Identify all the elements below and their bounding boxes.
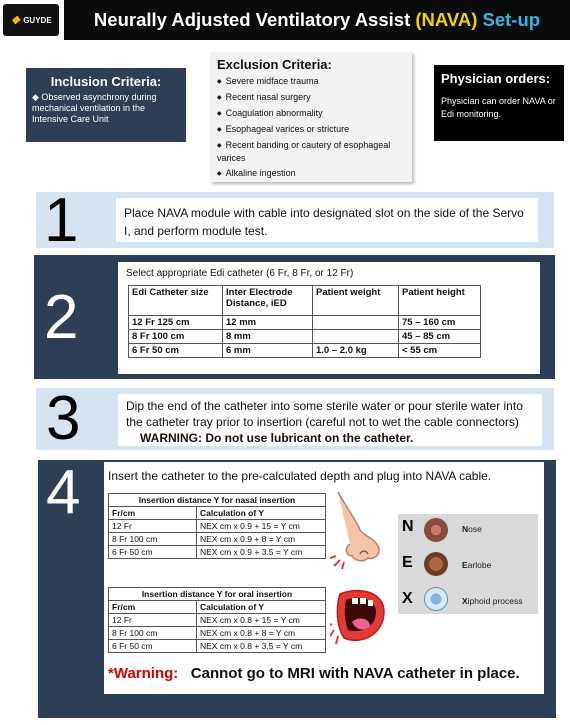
table-cell: < 55 cm — [399, 344, 481, 358]
table-caption: Insertion distance Y for nasal insertion — [109, 494, 326, 507]
edi-catheter-table — [128, 285, 481, 358]
table-cell: NEX cm x 0.9 + 15 = Y cm — [197, 520, 326, 533]
step-4-lead: Insert the catheter to the pre-calculated depth and plug into NAVA cable. — [108, 469, 492, 483]
oral-insertion-table — [108, 587, 326, 653]
nex-label: Earlobe — [462, 560, 492, 570]
table-caption-row — [109, 588, 326, 601]
logo-mark-icon: ❖ — [10, 14, 21, 27]
table-row — [129, 316, 481, 330]
table-cell: 6 Fr 50 cm — [109, 546, 197, 559]
mouth-illustration-icon — [330, 586, 388, 652]
table-cell: 6 Fr 50 cm — [109, 640, 197, 653]
nex-label: Xiphoid process — [462, 596, 523, 606]
table-cell: 8 mm — [223, 330, 313, 344]
table-cell: NEX cm x 0.8 + 3.5 = Y cm — [197, 640, 326, 653]
inclusion-criteria-box — [26, 68, 186, 142]
exclusion-item: ◆ Esophageal varices or stricture — [217, 123, 405, 136]
title-main: Neurally Adjusted Ventilatory Assist — [93, 9, 416, 30]
table-cell — [313, 330, 399, 344]
column-header: Fr/cm — [109, 507, 197, 520]
exclusion-item: ◆ Severe midface trauma — [217, 75, 405, 88]
physician-orders-box — [434, 65, 564, 141]
nex-letter: X — [402, 590, 413, 607]
nex-letter: N — [402, 518, 414, 535]
exclusion-title: Exclusion Criteria: — [217, 57, 332, 72]
table-header-row — [109, 601, 326, 614]
step-3-text: Dip the end of the catheter into some sterile water or pour sterile water into the catheter tray prior to insertion (careful not to wet the cable connectors) — [126, 399, 523, 429]
step-1-text: Place NAVA module with cable into designated slot on the side of the Servo I, and perform module test. — [116, 198, 538, 242]
title-highlight: (NAVA) — [415, 9, 478, 30]
title-tail: Set-up — [477, 9, 541, 30]
inclusion-title: Inclusion Criteria: — [50, 74, 162, 89]
exclusion-item: ◆ Coagulation abnormality — [217, 107, 405, 120]
column-header: Patient weight — [313, 286, 399, 316]
table-row — [129, 344, 481, 358]
table-caption: Insertion distance Y for oral insertion — [109, 588, 326, 601]
exclusion-item: ◆ Alkaline ingestion — [217, 167, 405, 180]
earlobe-photo-icon — [424, 552, 448, 576]
table-cell: 6 mm — [223, 344, 313, 358]
table-cell: 12 Fr — [109, 614, 197, 627]
exclusion-item: ◆ Recent banding or cautery of esophageal varices — [217, 139, 405, 164]
table-cell: 8 Fr 100 cm — [109, 533, 197, 546]
column-header: Inter Electrode Distance, iED — [223, 286, 313, 316]
physician-text: Physician can order NAVA or Edi monitoring. — [441, 96, 556, 119]
table-cell: 8 Fr 100 cm — [129, 330, 223, 344]
table-cell: 45 – 85 cm — [399, 330, 481, 344]
exclusion-criteria-box — [210, 52, 412, 182]
table-row — [129, 330, 481, 344]
nose-illustration-icon — [330, 490, 386, 570]
table-cell: 8 Fr 100 cm — [109, 627, 197, 640]
table-cell: NEX cm x 0.8 + 15 = Y cm — [197, 614, 326, 627]
nex-label: Nose — [462, 524, 482, 534]
table-row — [109, 546, 326, 559]
step-2-lead: Select appropriate Edi catheter (6 Fr, 8 Fr, or 12 Fr) — [126, 268, 354, 279]
mri-warning — [108, 665, 520, 682]
nex-letter: E — [402, 554, 413, 571]
table-cell: 12 mm — [223, 316, 313, 330]
xiphoid-photo-icon — [424, 587, 448, 611]
step-2-content — [118, 262, 540, 374]
table-header-row — [109, 507, 326, 520]
table-header-row — [129, 286, 481, 316]
column-header: Patient height — [399, 286, 481, 316]
column-header: Edi Catheter size — [129, 286, 223, 316]
nose-photo-icon — [424, 518, 448, 542]
table-cell: 1.0 – 2.0 kg — [313, 344, 399, 358]
exclusion-item: ◆ Recent nasal surgery — [217, 91, 405, 104]
table-row — [109, 627, 326, 640]
column-header: Calculation of Y — [197, 507, 326, 520]
step-3-content — [118, 394, 542, 446]
table-caption-row — [109, 494, 326, 507]
step-4-number: 4 — [46, 458, 81, 527]
table-cell: 12 Fr 125 cm — [129, 316, 223, 330]
step-3-warning: WARNING: Do not use lubricant on the catheter. — [140, 431, 414, 445]
logo-text: GUYDE — [23, 15, 52, 25]
inclusion-text: ◆ Observed asynchrony during mechanical ventilation in the Intensive Care Unit — [32, 92, 157, 124]
table-cell — [313, 316, 399, 330]
exclusion-list — [217, 75, 405, 180]
logo — [3, 4, 59, 36]
column-header: Fr/cm — [109, 601, 197, 614]
page-title — [64, 0, 570, 40]
table-cell: NEX cm x 0.9 + 8 = Y cm — [197, 533, 326, 546]
nex-measurement-panel — [398, 514, 538, 614]
step-2-number: 2 — [44, 283, 79, 352]
table-row — [109, 614, 326, 627]
table-cell: 12 Fr — [109, 520, 197, 533]
table-row — [109, 640, 326, 653]
column-header: Calculation of Y — [197, 601, 326, 614]
step-3-number: 3 — [46, 384, 81, 453]
table-cell: 6 Fr 50 cm — [129, 344, 223, 358]
table-row — [109, 533, 326, 546]
warning-prefix: *Warning: — [108, 665, 179, 682]
table-row — [109, 520, 326, 533]
table-cell: NEX cm x 0.8 + 8 = Y cm — [197, 627, 326, 640]
step-1-number: 1 — [44, 186, 79, 255]
warning-text: Cannot go to MRI with NAVA catheter in place. — [182, 665, 520, 682]
physician-title: Physician orders: — [441, 71, 551, 86]
table-cell: 75 – 160 cm — [399, 316, 481, 330]
nasal-insertion-table — [108, 493, 326, 559]
table-cell: NEX cm x 0.9 + 3.5 = Y cm — [197, 546, 326, 559]
